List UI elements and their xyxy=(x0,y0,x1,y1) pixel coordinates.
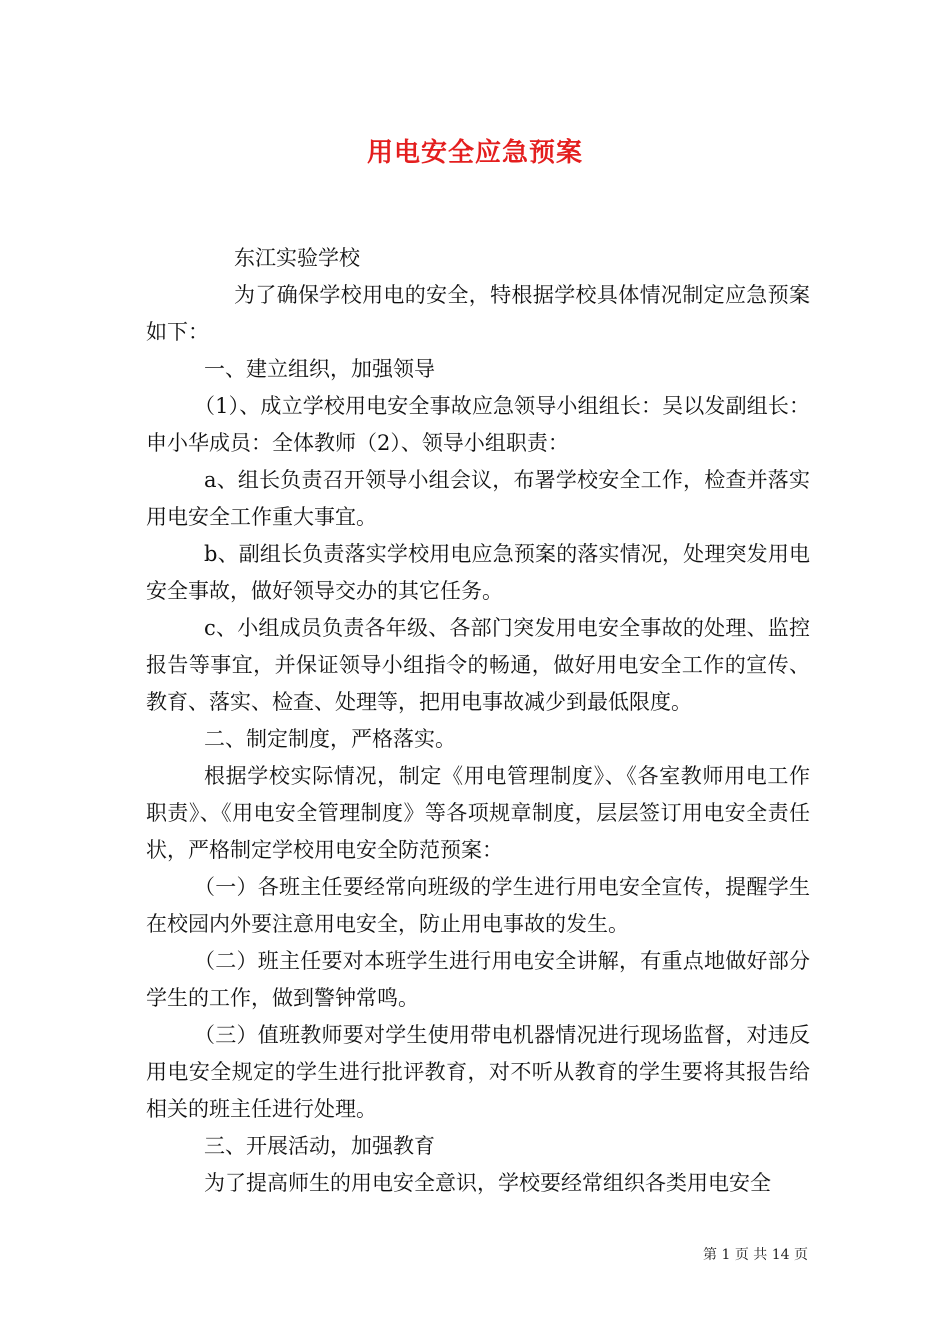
paragraph-duty-a: a、组长负责召开领导小组会议，布署学校安全工作，检查并落实用电安全工作重大事宜。 xyxy=(146,468,810,529)
paragraph-item-1: （一）各班主任要经常向班级的学生进行用电安全宣传，提醒学生在校园内外要注意用电安全，防止用电事故的发生。 xyxy=(146,875,810,936)
paragraph-duty-c: c、小组成员负责各年级、各部门突发用电安全事故的处理、监控报告等事宜，并保证领导小组指令的畅通，做好用电安全工作的宣传、教育、落实、检查、处理等，把用电事故减少到最低限度。 xyxy=(146,616,810,714)
section-heading-3: 三、开展活动，加强教育 xyxy=(204,1134,435,1158)
paragraph-intro: 为了确保学校用电的安全，特根据学校具体情况制定应急预案如下： xyxy=(146,283,810,344)
paragraph-regulations: 根据学校实际情况，制定《用电管理制度》、《各室教师用电工作职责》、《用电安全管理制度》等各项规章制度，层层签订用电安全责任状，严格制定学校用电安全防范预案： xyxy=(146,764,810,862)
document-title: 用电安全应急预案 xyxy=(366,138,583,168)
paragraph-duty-b: b、副组长负责落实学校用电应急预案的落实情况，处理突发用电安全事故，做好领导交办的其它任务。 xyxy=(146,542,810,603)
document-body xyxy=(146,240,810,1202)
page-number: 第 1 页 共 14 页 xyxy=(703,1247,808,1263)
paragraph-activities: 为了提高师生的用电安全意识，学校要经常组织各类用电安全 xyxy=(204,1171,771,1195)
paragraph-item-2: （二）班主任要对本班学生进行用电安全讲解，有重点地做好部分学生的工作，做到警钟常鸣。 xyxy=(146,949,810,1010)
paragraph-item-3: （三）值班教师要对学生使用带电机器情况进行现场监督，对违反用电安全规定的学生进行批评教育，对不听从教育的学生要将其报告给相关的班主任进行处理。 xyxy=(146,1023,810,1121)
paragraph-leadership-group: （1）、成立学校用电安全事故应急领导小组组长：吴以发副组长：申小华成员：全体教师（2）、领导小组职责： xyxy=(146,394,810,455)
section-heading-1: 一、建立组织，加强领导 xyxy=(204,357,435,381)
school-name: 东江实验学校 xyxy=(234,246,360,270)
section-heading-2: 二、制定制度，严格落实。 xyxy=(204,727,456,751)
